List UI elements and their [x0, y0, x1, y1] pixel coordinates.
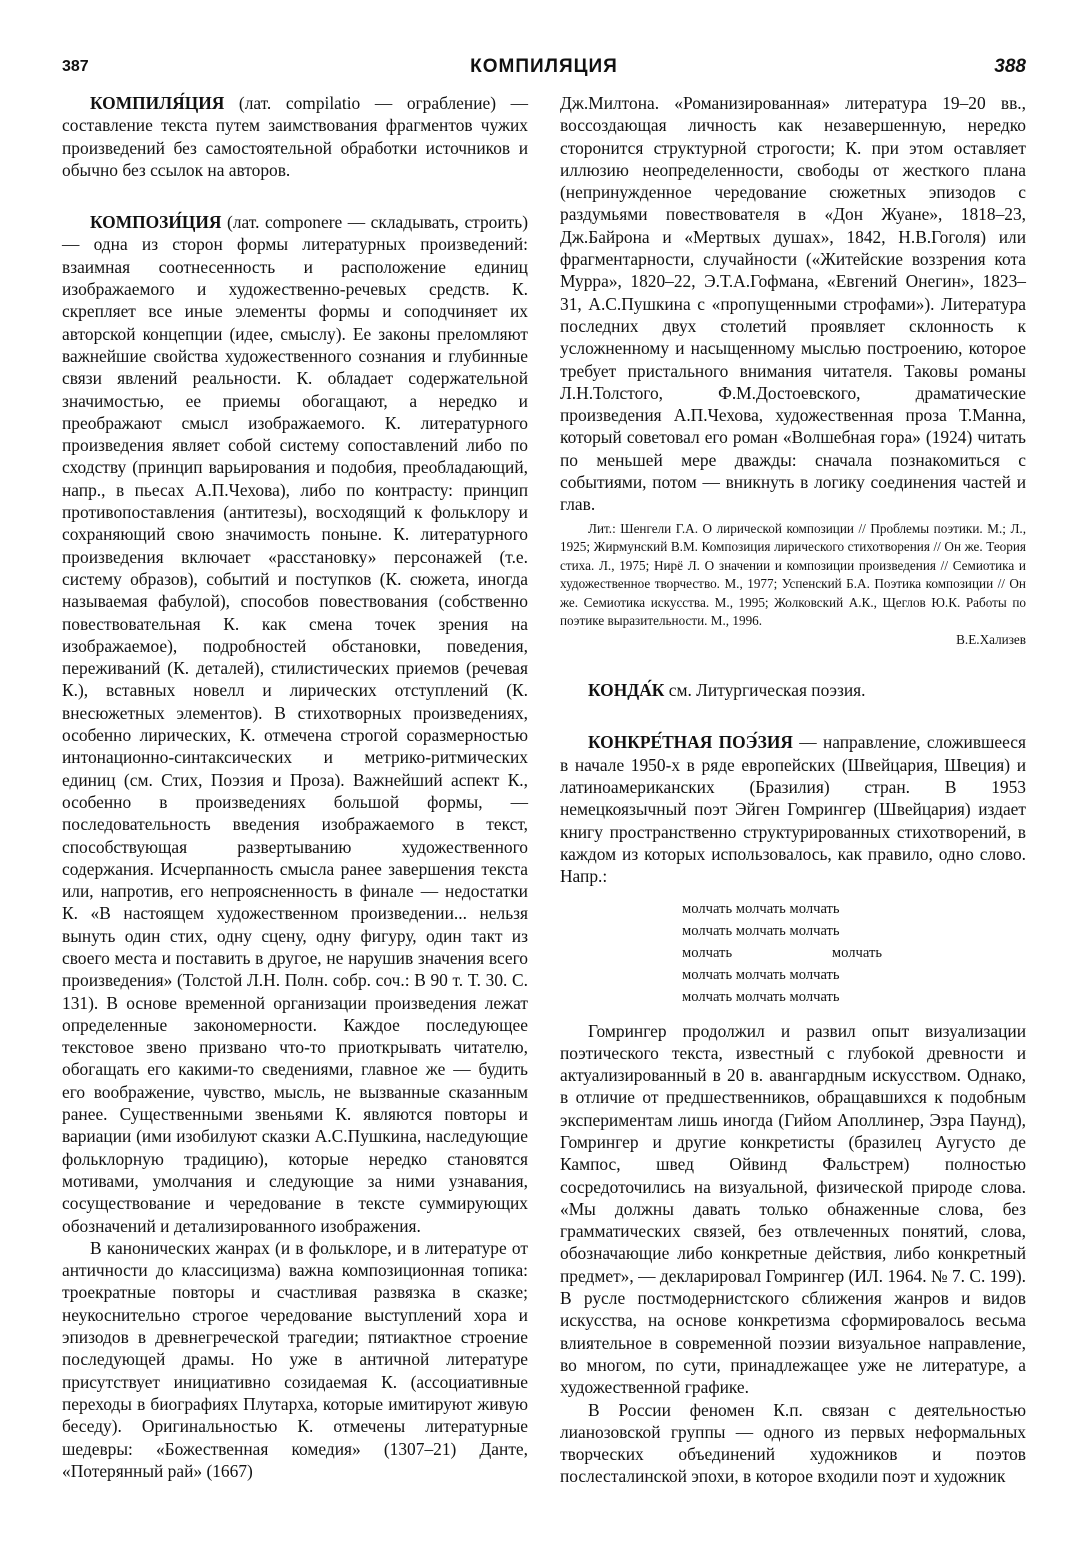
page-number-left: 387: [62, 58, 89, 75]
literature-list: [560, 520, 1026, 650]
running-title: КОМПИЛЯЦИЯ: [470, 56, 618, 77]
entry-paragraph: В России феномен К.п. связан с деятельностью лианозовской группы — одного из первых неформальных творческих объединений художников и поэтов послесталинской эпохи, в которое входили поэт и художник: [560, 1399, 1026, 1487]
entry-text: — направление, сложившееся в начале 1950-х в ряде европейских (Швейцария, Швеция) и латиноамериканских (Бразилия) стран. В 1953 немецкоязычный поэт Эйген Гомрингер (Швейцария) издает книгу пространственно структурированных стихотворений, в каждом из которых использовалось, как правило, одно слово. Напр.:: [560, 732, 1027, 887]
poem-line: молчать молчать молчать: [682, 922, 840, 939]
page-number-right: 388: [994, 56, 1026, 77]
entry-headword: КОМПОЗИ́ЦИЯ: [90, 212, 222, 233]
entry-konkretnaya-poeziya: [560, 731, 1026, 887]
left-column: [62, 92, 528, 1482]
entry-text: (лат. compilatio — ограбление) — составление текста путем заимствования фрагментов чужих произведений без самостоятельной обработки источников и обычно без ссылок на авторов.: [62, 93, 528, 180]
example-poem: [682, 898, 882, 1008]
literature-text: Лит.: Шенгели Г.А. О лирической композиции // Проблемы поэтики. М.; Л., 1925; Жирмунский В.М. Композиция лирического стихотворения // Он же. Теория стиха. Л., 1975; Нирё Л. О значении и композиции произведения // Семиотика и художественное творчество. М., 1977; Успенский Б.А. Поэтика композиции // Он же. Семиотика искусства. М., 1995; Жолковский А.К., Щеглов Ю.К. Работы по поэтике выразительности. М., 1996.: [560, 520, 1026, 629]
poem-word: молчать: [831, 944, 882, 961]
entry-continuation: Дж.Милтона. «Романизированная» литература 19–20 вв., воссоздающая личность как незавершенную, нередко сторонится структурной строгости; К. при этом оставляет иллюзию неопределенности, свободы от жесткого плана (непринужденное чередование сюжетных эпизодов с раздумьями повествователя в «Дон Жуане», 1818–23, Дж.Байрона и «Мертвых душах», 1842, Н.В.Гоголя) или фрагментарности, случайности («Житейские воззрения кота Мурра», 1820–22, Э.Т.А.Гофмана, «Евгений Онегин», 1823–31, А.С.Пушкина с «пропущенными строфами»). Литература последних двух столетий проявляет склонность к усложненному и насыщенному мыслью построению, которое требует пристального внимания читателя. Таковы романы Л.Н.Толстого, Ф.М.Достоевского, драматические произведения А.П.Чехова, художественная проза Т.Манна, который советовал его роман «Волшебная гора» (1924) читать по меньшей мере дважды: сначала познакомиться с событиями, потом — вникнуть в логику соединения частей и глав.: [560, 93, 1026, 515]
entry-headword: КОНДА́К: [588, 680, 665, 701]
right-column: [560, 92, 1026, 1488]
entry-paragraph: В канонических жанрах (и в фольклоре, и в литературе от античности до классицизма) важна композиционная топика: троекратные повторы и счастливая развязка в сказке; неукоснительно строгое чередование выступлений хора и эпизодов в древнегреческой трагедии; пятиактное строение последующей драмы. Но уже в античной литературе присутствует инициативно созидаемая К. (ассоциативные переходы в биографиях Плутарха, которые имитируют живую беседу). Оригинальностью К. отмечены литературные шедевры: «Божественная комедия» (1307–21) Данте, «Потерянный рай» (1667): [62, 1237, 528, 1481]
poem-word: молчать: [682, 944, 733, 961]
entry-text: (лат. componere — складывать, строить) — одна из сторон формы литературных произведений: взаимная соотнесенность и расположение единиц изображаемого и художественно-речевых средств. К. скрепляет все иные элементы формы и соподчиняет их авторской концепции (идее, смыслу). Ее законы преломляют важнейшие свойства художественного сознания и глубинные связи явлений реальности. К. обладает содержательной значимостью, ее приемы обогащают, а нередко и преображают смысл изображаемого. К. литературного произведения являет собой систему сопоставлений либо по сходству (принцип варьирования и подобия, преобладающий, напр., в пьесах А.П.Чехова), либо по контрасту: принцип противопоставления (антитезы), восходящий к фольклору и сохраняющий свою значимость поныне. К. литературного произведения включает «расстановку» персонажей (т.е. систему образов), событий и поступков (К. сюжета, иногда называемая фабулой), способов повествования (собственно повествовательная К. как смена точек зрения на изображаемое), подробностей обстановки, поведения, переживаний (К. деталей), стилистических приемов (речевая К.), вставных новелл и лирических отступлений (К. внесюжетных элементов). В стихотворных произведениях, особенно лирических, К. отмечена строгой соразмерностью интонационно-синтаксических и метрико-ритмических единиц (см. Стих, Поэзия и Проза). Важнейший аспект К., особенно в произведениях большой формы, — последовательность введения изображаемого в текст, способствующая развертыванию художественного содержания. Исчерпанность смысла ранее завершения текста или, напротив, его непроясненность в финале — недостатки К. «В настоящем художественном произведении... нельзя вынуть один стих, одну сцену, одну фигуру, один такт из своего места и поставить в другое, не нарушив значения всего произведения» (Толстой Л.Н. Полн. собр. соч.: В 90 т. Т. 30. С. 131). В основе временной организации произведения лежат определенные закономерности. Каждое последующее текстовое звено призвано что-то приоткрывать читателю, обогащать его какими-то сведениями, главное же — будить его воображение, чувство, мысль, не вызванные сказанным ранее. Существенными звеньями К. являются повторы и вариации (ими изобилуют сказки А.С.Пушкина, наследующие фольклорную традицию), которые нередко становятся мотивами, умолчания и следующие за ними узнавания, сосуществование и чередование в тексте суммирующих обозначений и детализированного изображения.: [62, 212, 528, 1236]
entry-kondak: [560, 679, 1026, 701]
entry-headword: КОМПИЛЯ́ЦИЯ: [90, 93, 225, 113]
poem-line: молчать молчать молчать: [682, 900, 840, 917]
entry-headword: КОНКРЕ́ТНАЯ ПОЭ́ЗИЯ: [588, 732, 793, 753]
poem-line: молчать молчать молчать: [682, 966, 840, 983]
page-header: [62, 56, 1026, 84]
entry-text: см. Литургическая поэзия.: [664, 680, 866, 701]
entry-kompozitsiya: [62, 211, 528, 1237]
entry-paragraph: Гомрингер продолжил и развил опыт визуализации поэтического текста, известный с глубокой древности и актуализированный в 20 в. авангардным искусством. Однако, в отличие от предшественников, обращавшихся к подобным экспериментам лишь иногда (Гийом Аполлинер, Эзра Паунд), Гомрингер и другие конкретисты (бразилец Аугусто де Кампос, швед Ойвинд Фальстрем) полностью сосредоточились на визуальной, физической природе слова. «Мы должны давать только обнаженные слова, без грамматических связей, без отвлеченных понятий, слова, обозначающие либо конкретные действия, либо конкретный предмет», — декларировал Гомрингер (ИЛ. 1964. № 7. С. 199). В русле постмодернистского сближения жанров и видов искусства, на основе конкретизма сформировалось весьма влиятельное в современной поэзии визуальное направление, во многом, по сути, принадлежащее уже не литературе, а художественной графике.: [560, 1020, 1026, 1398]
poem-line-gap: [682, 942, 882, 964]
article-author: В.Е.Хализев: [956, 631, 1026, 647]
entry-kompilyatsiya: [62, 92, 528, 181]
poem-line: молчать молчать молчать: [682, 988, 840, 1005]
